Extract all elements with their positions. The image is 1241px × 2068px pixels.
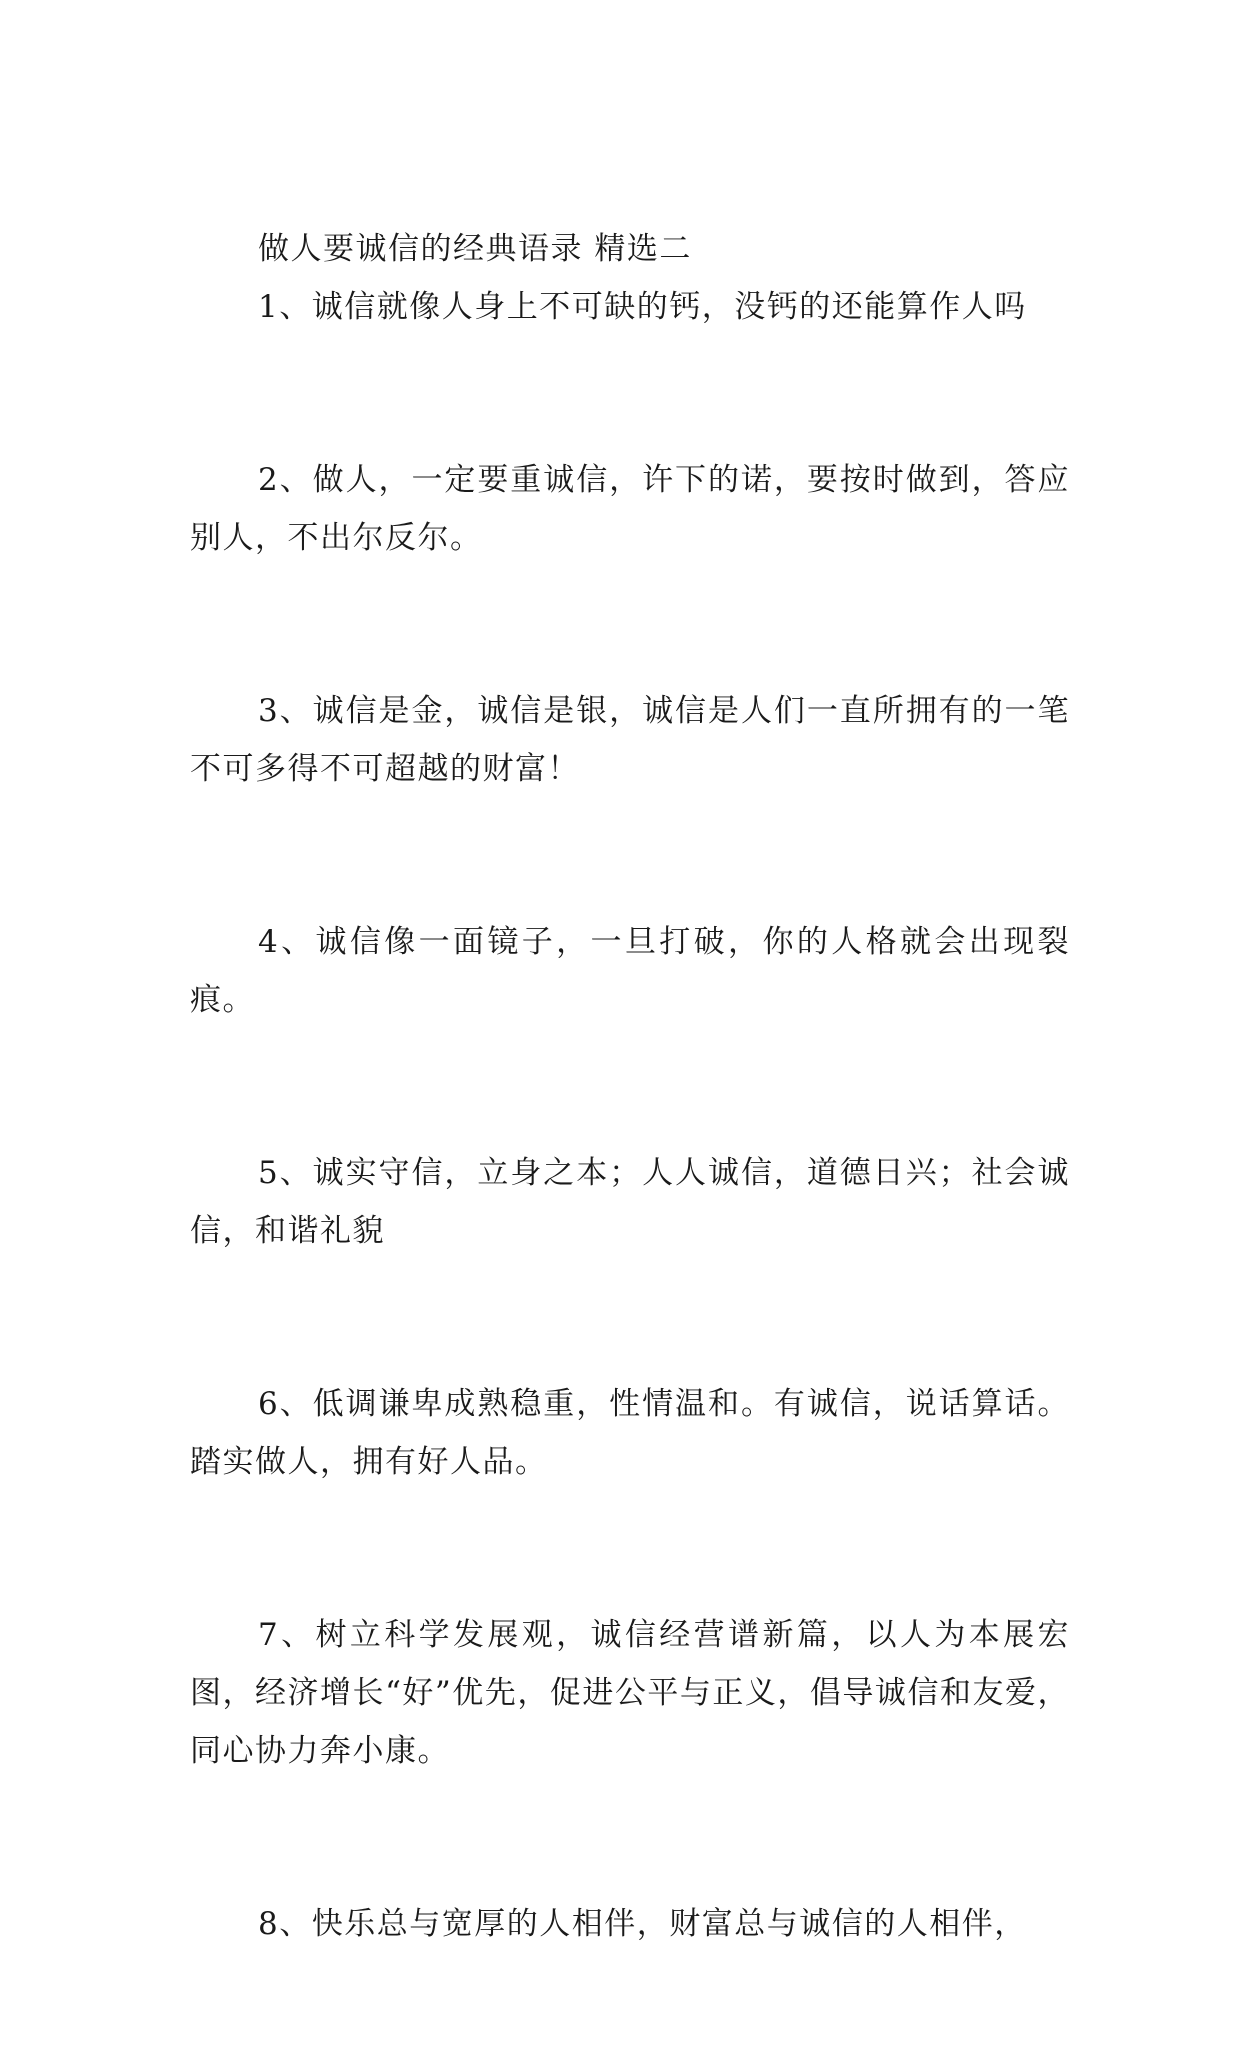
quote-paragraph-6: 6、低调谦卑成熟稳重，性情温和。有诚信，说话算话。踏实做人，拥有好人品。 bbox=[190, 1386, 1070, 1480]
quote-paragraph-2: 2、做人，一定要重诚信，许下的诺，要按时做到，答应别人，不出尔反尔。 bbox=[190, 462, 1070, 556]
quote-paragraph-4: 4、诚信像一面镜子，一旦打破，你的人格就会出现裂痕。 bbox=[190, 924, 1070, 1018]
document-body bbox=[190, 220, 1070, 2068]
quote-paragraph-7: 7、树立科学发展观，诚信经营谱新篇，以人为本展宏图，经济增长“好”优先，促进公平与正义，倡导诚信和友爱，同心协力奔小康。 bbox=[190, 1617, 1070, 1769]
quote-paragraph-3: 3、诚信是金，诚信是银，诚信是人们一直所拥有的一笔不可多得不可超越的财富！ bbox=[190, 693, 1070, 787]
quote-paragraph-1: 1、诚信就像人身上不可缺的钙，没钙的还能算作人吗 bbox=[258, 289, 1027, 325]
document-title: 做人要诚信的经典语录 精选二 bbox=[258, 231, 692, 267]
quote-paragraph-8: 8、快乐总与宽厚的人相伴，财富总与诚信的人相伴， bbox=[258, 1906, 1027, 1942]
quote-paragraph-5: 5、诚实守信，立身之本；人人诚信，道德日兴；社会诚信，和谐礼貌 bbox=[190, 1155, 1070, 1249]
